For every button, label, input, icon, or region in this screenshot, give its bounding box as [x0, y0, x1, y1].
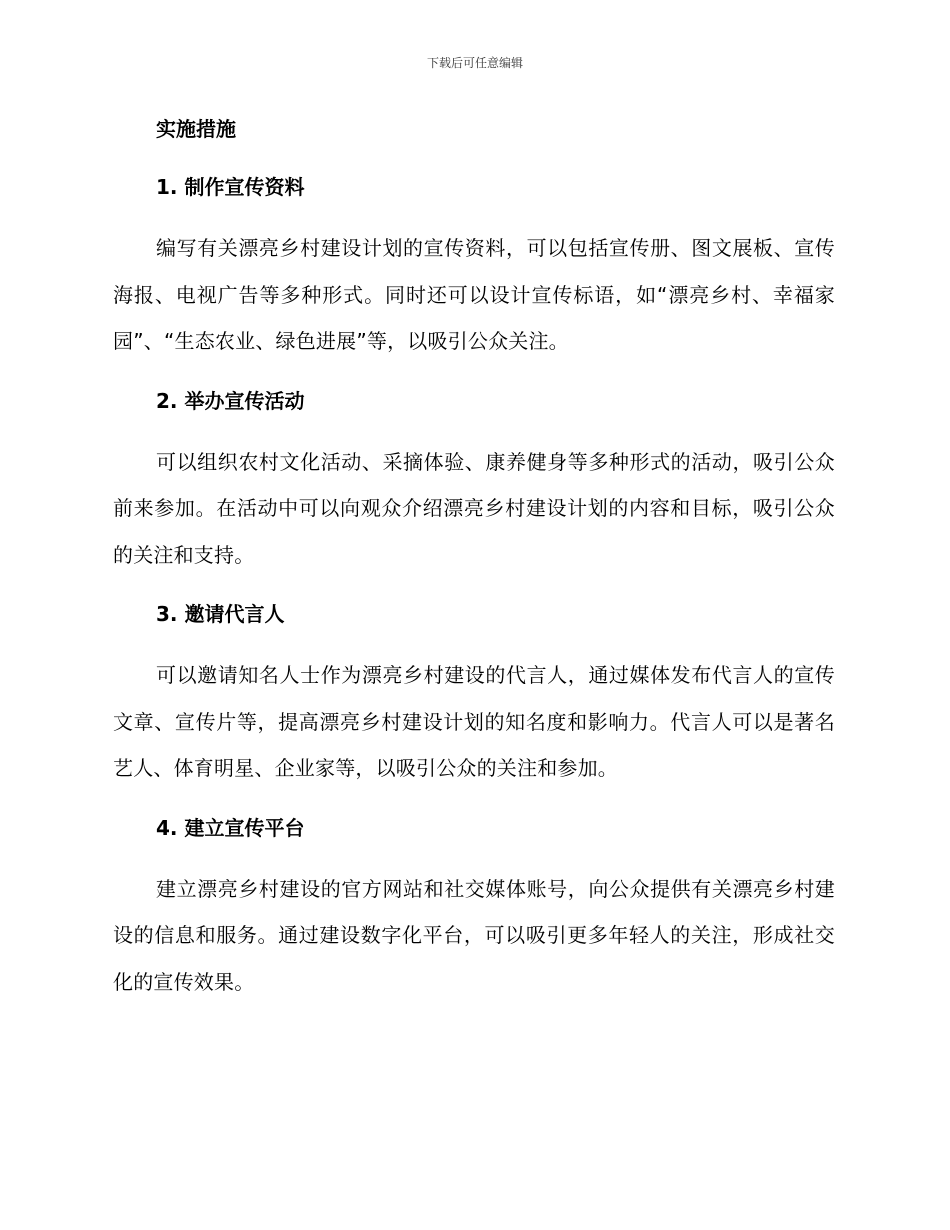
item-paragraph-4: 建立漂亮乡村建设的官方网站和社交媒体账号，向公众提供有关漂亮乡村建设的信息和服务。通过建设数字化平台，可以吸引更多年轻人的关注，形成社交化的宣传效果。	[113, 876, 835, 994]
section-title: 实施措施	[156, 117, 236, 141]
item-paragraph-1: 编写有关漂亮乡村建设计划的宣传资料，可以包括宣传册、图文展板、宣传海报、电视广告等多种形式。同时还可以设计宣传标语，如“漂亮乡村、幸福家园”、“生态农业、绿色进展”等，以吸引公众关注。	[113, 236, 835, 353]
item-heading-3: 3. 邀请代言人	[156, 602, 285, 626]
item-heading-4: 4. 建立宣传平台	[156, 815, 305, 840]
item-paragraph-2: 可以组织农村文化活动、采摘体验、康养健身等多种形式的活动，吸引公众前来参加。在活动中可以向观众介绍漂亮乡村建设计划的内容和目标，吸引公众的关注和支持。	[113, 449, 835, 567]
item-heading-2: 2. 举办宣传活动	[156, 388, 305, 413]
page-header-note: 下载后可任意编辑	[426, 56, 523, 70]
item-heading-1: 1. 制作宣传资料	[156, 175, 305, 199]
item-paragraph-3: 可以邀请知名人士作为漂亮乡村建设的代言人，通过媒体发布代言人的宣传文章、宣传片等，提高漂亮乡村建设计划的知名度和影响力。代言人可以是著名艺人、体育明星、企业家等，以吸引公众的关注和参加。	[113, 663, 835, 780]
document-body	[113, 113, 835, 1025]
